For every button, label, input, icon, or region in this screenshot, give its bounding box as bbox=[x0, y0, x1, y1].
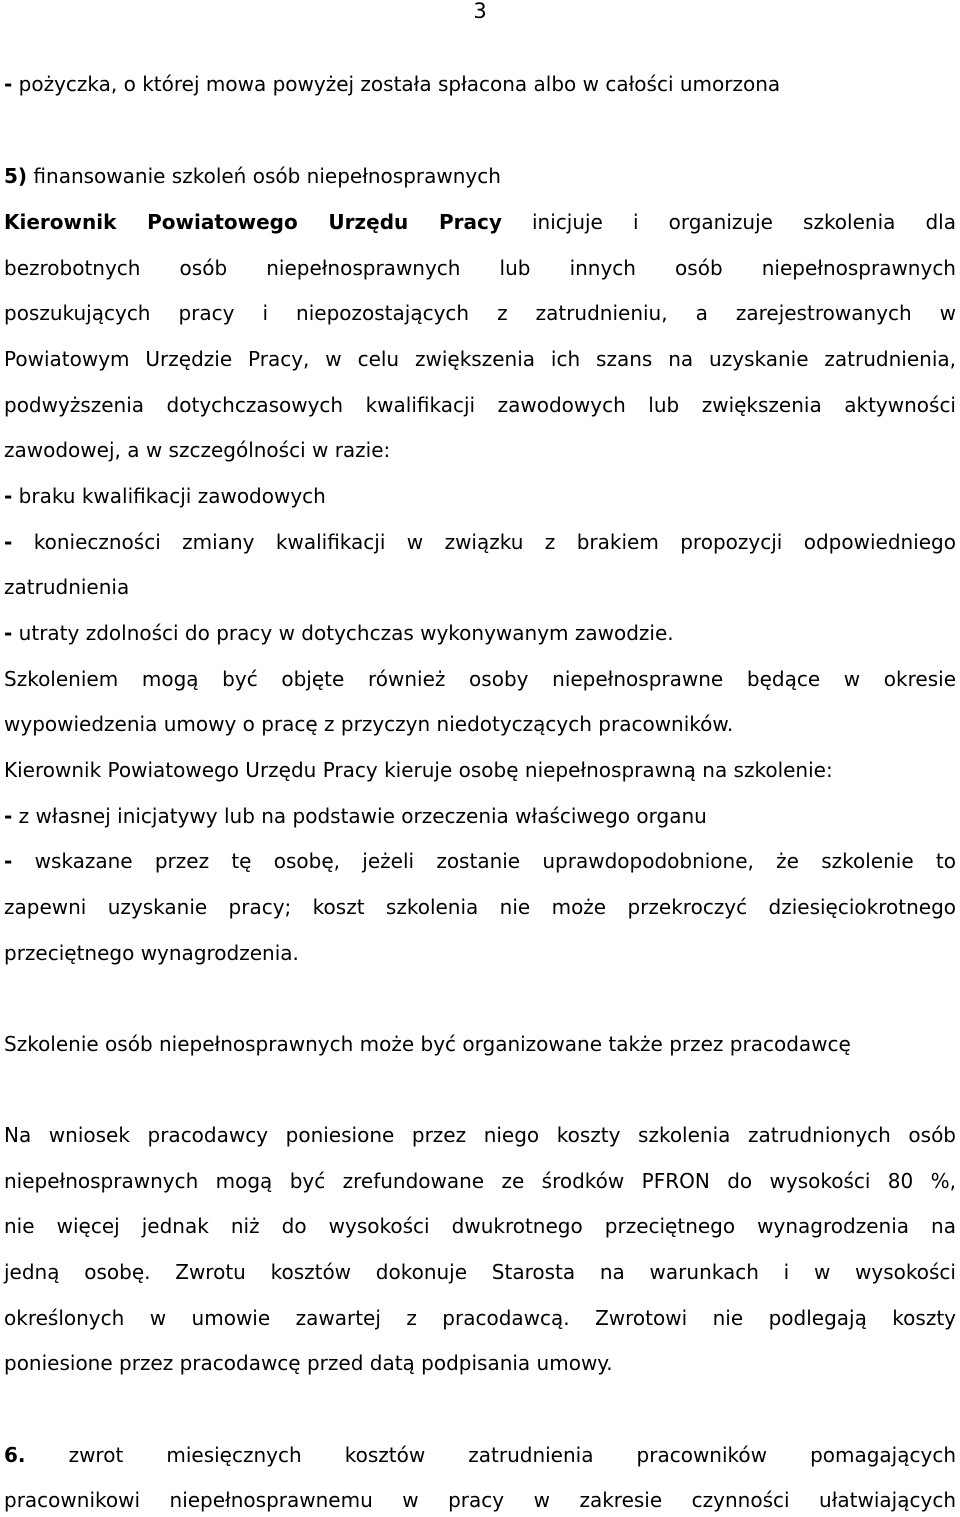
bold-text: Kierownik Powiatowego Urzędu Pracy bbox=[4, 210, 502, 234]
line-text: braku kwalifikacji zawodowych bbox=[12, 484, 326, 508]
section-number: 6. bbox=[4, 1443, 26, 1467]
section-title: finansowanie szkoleń osób niepełnosprawnych bbox=[27, 164, 501, 188]
text-line: wypowiedzenia umowy o pracę z przyczyn niedotyczących pracowników. bbox=[4, 712, 734, 736]
text-line bbox=[4, 69, 956, 99]
line-text: z własnej inicjatywy lub na podstawie orzeczenia właściwego organu bbox=[12, 804, 707, 828]
text-line: nie więcej jednak niż do wysokości dwukrotnego przeciętnego wynagrodzenia na bbox=[4, 1214, 956, 1238]
text-line: Szkoleniem mogą być objęte również osoby niepełnosprawne będące w okresie bbox=[4, 667, 956, 691]
text-line: Powiatowym Urzędzie Pracy, w celu zwiększenia ich szans na uzyskanie zatrudnienia, bbox=[4, 347, 956, 371]
section-title: zwrot miesięcznych kosztów zatrudnienia pracowników pomagających bbox=[25, 1443, 956, 1467]
text-line: podwyższenia dotychczasowych kwalifikacji zawodowych lub zwiększenia aktywności bbox=[4, 393, 956, 417]
text-line: Szkolenie osób niepełnosprawnych może być organizowane także przez pracodawcę bbox=[4, 1032, 851, 1056]
list-dash: - bbox=[4, 72, 13, 96]
text-line: zatrudnienia bbox=[4, 575, 130, 599]
text-line: pracownikowi niepełnosprawnemu w pracy w zakresie czynności ułatwiających bbox=[4, 1488, 956, 1512]
text-line: zawodowej, a w szczególności w razie: bbox=[4, 438, 391, 462]
line-text: konieczności zmiany kwalifikacji w związku z brakiem propozycji odpowiedniego bbox=[12, 530, 956, 554]
list-item bbox=[4, 527, 956, 557]
list-dash: - bbox=[4, 804, 13, 828]
text-line bbox=[4, 207, 956, 237]
section-heading bbox=[4, 161, 956, 191]
line-text: utraty zdolności do pracy w dotychczas wykonywanym zawodzie. bbox=[12, 621, 674, 645]
section-number: 5) bbox=[4, 164, 28, 188]
text-line: zapewni uzyskanie pracy; koszt szkolenia nie może przekroczyć dziesięciokrotnego bbox=[4, 895, 956, 919]
line-text: pożyczka, o której mowa powyżej została spłacona albo w całości umorzona bbox=[12, 72, 781, 96]
list-dash: - bbox=[4, 484, 13, 508]
text-line: Na wniosek pracodawcy poniesione przez niego koszty szkolenia zatrudnionych osób bbox=[4, 1123, 956, 1147]
text-line: Kierownik Powiatowego Urzędu Pracy kieruje osobę niepełnosprawną na szkolenie: bbox=[4, 758, 833, 782]
list-dash: - bbox=[4, 849, 13, 873]
text-line: bezrobotnych osób niepełnosprawnych lub innych osób niepełnosprawnych bbox=[4, 256, 956, 280]
list-dash: - bbox=[4, 621, 13, 645]
line-text: inicjuje i organizuje szkolenia dla bbox=[501, 210, 956, 234]
text-line: jedną osobę. Zwrotu kosztów dokonuje Starosta na warunkach i w wysokości bbox=[4, 1260, 956, 1284]
section-heading bbox=[4, 1440, 956, 1470]
text-line: określonych w umowie zawartej z pracodawcą. Zwrotowi nie podlegają koszty bbox=[4, 1306, 956, 1330]
text-line: poniesione przez pracodawcę przed datą podpisania umowy. bbox=[4, 1351, 613, 1375]
line-text: wskazane przez tę osobę, jeżeli zostanie uprawdopodobnione, że szkolenie to bbox=[12, 849, 956, 873]
list-item bbox=[4, 846, 956, 876]
text-line: przeciętnego wynagrodzenia. bbox=[4, 941, 299, 965]
list-item bbox=[4, 801, 956, 831]
list-dash: - bbox=[4, 530, 13, 554]
list-item bbox=[4, 481, 956, 511]
list-item bbox=[4, 618, 956, 648]
text-line: poszukujących pracy i niepozostających z zatrudnieniu, a zarejestrowanych w bbox=[4, 301, 956, 325]
text-line: niepełnosprawnych mogą być zrefundowane ze środków PFRON do wysokości 80 %, bbox=[4, 1169, 956, 1193]
page-number: 3 bbox=[473, 0, 487, 23]
